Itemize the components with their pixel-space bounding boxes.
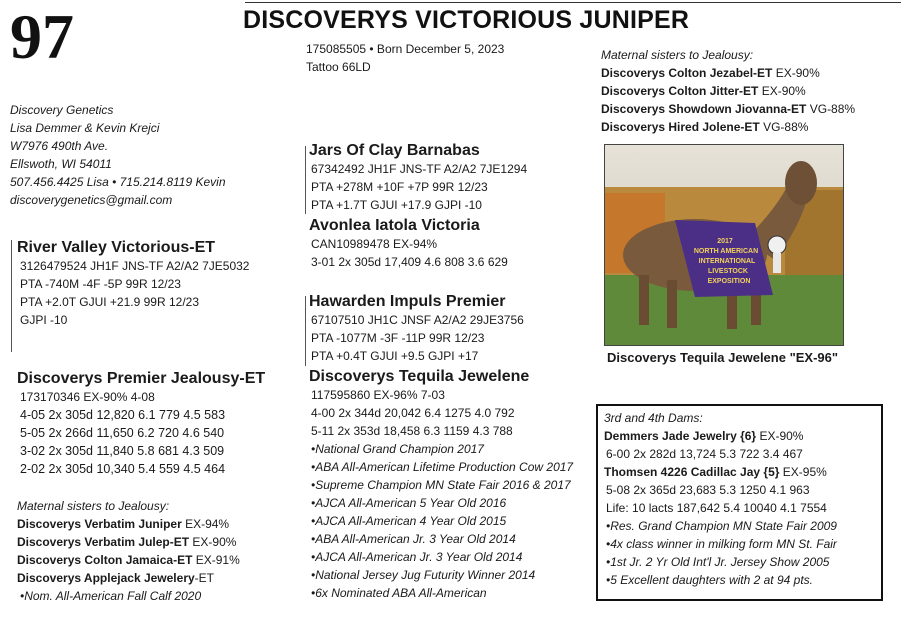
third-dam-line: 6-00 2x 282d 13,724 5.3 722 3.4 467 — [606, 447, 803, 461]
sister-score: EX-90% — [758, 84, 806, 98]
sire-sire-line: 67342492 JH1F JNS-TF A2/A2 7JE1294 — [311, 162, 528, 176]
sire-name: River Valley Victorious-ET — [17, 239, 216, 256]
owner-line: 507.456.4425 Lisa • 715.214.8119 Kevin — [10, 175, 226, 189]
rosette — [768, 236, 786, 254]
sire-dam-line: CAN10989478 EX-94% — [311, 237, 438, 251]
dam-sire-line: 67107510 JH1C JNSF A2/A2 29JE3756 — [311, 313, 524, 327]
maternal-sisters-right — [601, 46, 855, 136]
pedigree-bracket — [11, 240, 12, 352]
sister-name: Discoverys Showdown Jiovanna-ET — [601, 102, 807, 116]
sire-sire-line: PTA +278M +10F +7P 99R 12/23 — [311, 180, 488, 194]
box-honor-item: •4x class winner in milking form MN St. Fair — [606, 537, 837, 551]
dam-line: 4-05 2x 305d 12,820 6.1 779 4.5 583 — [20, 408, 226, 422]
honor-item: •National Grand Champion 2017 — [311, 442, 484, 456]
dam-line: 3-02 2x 305d 11,840 5.8 681 4.3 509 — [20, 444, 225, 458]
sire-dam-line: 3-01 2x 305d 17,409 4.6 808 3.6 629 — [311, 255, 508, 269]
dam-line: 5-05 2x 266d 11,650 6.2 720 4.6 540 — [20, 426, 225, 440]
blanket-text: EXPOSITION — [707, 278, 751, 285]
sire-sire-name: Jars Of Clay Barnabas — [309, 142, 480, 159]
dam-dam-line: 4-00 2x 344d 20,042 6.4 1275 4.0 792 — [311, 406, 515, 420]
cow-photo-illustration — [605, 145, 843, 345]
cow-leg — [667, 280, 677, 328]
top-rule — [245, 2, 901, 3]
sister-score: -ET — [194, 571, 215, 585]
pedigree-bracket — [305, 296, 306, 366]
lot-number: 97 — [10, 1, 74, 72]
sire-sire-block — [309, 141, 527, 214]
dam-dam-block — [309, 367, 573, 602]
owner-line: Lisa Demmer & Kevin Krejci — [10, 121, 160, 135]
dam-sire-line: PTA +0.4T GJUI +9.5 GJPI +17 — [311, 349, 479, 363]
rosette-ribbon — [773, 253, 781, 273]
sister-name: Discoverys Hired Jolene-ET — [601, 120, 760, 134]
maternal-sisters-left — [17, 497, 240, 605]
sister-name: Discoverys Verbatim Juniper — [17, 517, 182, 531]
dam-block — [17, 369, 265, 478]
honor-item: •AJCA All-American 5 Year Old 2016 — [311, 496, 507, 510]
third-fourth-dams-box — [596, 404, 883, 601]
sire-sire-line: PTA +1.7T GJUI +17.9 GJPI -10 — [311, 198, 482, 212]
honor-item: •6x Nominated ABA All-American — [311, 586, 487, 600]
dam-sire-block — [309, 292, 524, 365]
dams-box-heading: 3rd and 4th Dams: — [604, 411, 703, 425]
dam-name: Discoverys Premier Jealousy-ET — [17, 370, 266, 387]
dam-dam-line: 5-11 2x 353d 18,458 6.3 1159 4.3 788 — [311, 424, 513, 438]
owner-line: discoverygenetics@gmail.com — [10, 193, 173, 207]
sister-name: Discoverys Colton Jitter-ET — [601, 84, 759, 98]
sister-name: Discoverys Colton Jamaica-ET — [17, 553, 193, 567]
blanket-text: 2017 — [717, 238, 733, 245]
sister-score: EX-90% — [772, 66, 820, 80]
owner-block — [10, 101, 226, 209]
sire-line: GJPI -10 — [20, 313, 68, 327]
sister-name: Discoverys Applejack Jewelery — [17, 571, 195, 585]
sire-line: 3126479524 JH1F JNS-TF A2/A2 7JE5032 — [20, 259, 250, 273]
cow-leg — [639, 275, 649, 325]
fourth-dam-line: Life: 10 lacts 187,642 5.4 10040 4.1 7554 — [606, 501, 827, 515]
sire-block — [17, 238, 249, 329]
honor-item: •Supreme Champion MN State Fair 2016 & 2017 — [311, 478, 571, 492]
dam-dam-line: 117595860 EX-96% 7-03 — [311, 388, 445, 402]
fourth-dam-line: 5-08 2x 365d 23,683 5.3 1250 4.1 963 — [606, 483, 810, 497]
owner-line: W7976 490th Ave. — [10, 139, 109, 153]
owner-line: Discovery Genetics — [10, 103, 114, 117]
box-honor-item: •1st Jr. 2 Yr Old Int'l Jr. Jersey Show 2005 — [606, 555, 830, 569]
sister-score: EX-91% — [192, 553, 240, 567]
sister-name: Discoverys Verbatim Julep-ET — [17, 535, 190, 549]
blanket-text: INTERNATIONAL — [698, 258, 756, 265]
photo-caption: Discoverys Tequila Jewelene "EX-96" — [607, 350, 839, 365]
sister-score: EX-94% — [181, 517, 230, 531]
dam-dam-name: Discoverys Tequila Jewelene — [309, 368, 530, 385]
sire-line: PTA -740M -4F -5P 99R 12/23 — [20, 277, 181, 291]
sire-dam-name: Avonlea Iatola Victoria — [309, 217, 480, 234]
sister-note: •Nom. All-American Fall Calf 2020 — [20, 589, 202, 603]
honor-item: •AJCA All-American 4 Year Old 2015 — [311, 514, 507, 528]
dam-sire-name: Hawarden Impuls Premier — [309, 293, 506, 310]
dam-sire-line: PTA -1077M -3F -11P 99R 12/23 — [311, 331, 485, 345]
sister-score: EX-90% — [189, 535, 237, 549]
tattoo-line: Tattoo 66LD — [306, 60, 371, 74]
third-dam-name: Demmers Jade Jewelry {6} — [604, 429, 757, 443]
sisters-heading: Maternal sisters to Jealousy: — [601, 48, 754, 62]
fourth-dam-name: Thomsen 4226 Cadillac Jay {5} — [604, 465, 780, 479]
honor-item: •ABA All-American Lifetime Production Cow 2017 — [311, 460, 574, 474]
fourth-dam-score: EX-95% — [779, 465, 827, 479]
sire-dam-block — [309, 216, 508, 271]
honor-item: •ABA All-American Jr. 3 Year Old 2014 — [311, 532, 516, 546]
sister-score: VG-88% — [806, 102, 856, 116]
animal-title: DISCOVERYS VICTORIOUS JUNIPER — [243, 6, 690, 34]
sire-line: PTA +2.0T GJUI +21.9 99R 12/23 — [20, 295, 199, 309]
blanket-text: LIVESTOCK — [708, 268, 748, 275]
box-honor-item: •Res. Grand Champion MN State Fair 2009 — [606, 519, 837, 533]
dam-line: 173170346 EX-90% 4-08 — [20, 390, 155, 404]
cow-head — [785, 161, 817, 205]
sister-score: VG-88% — [759, 120, 809, 134]
cow-photo — [604, 144, 844, 346]
sisters-heading: Maternal sisters to Jealousy: — [17, 499, 170, 513]
third-dam-score: EX-90% — [756, 429, 804, 443]
honor-item: •AJCA All-American Jr. 3 Year Old 2014 — [311, 550, 523, 564]
sister-name: Discoverys Colton Jezabel-ET — [601, 66, 773, 80]
registration-line: 175085505 • Born December 5, 2023 — [306, 42, 505, 56]
blanket-text: NORTH AMERICAN — [693, 248, 759, 255]
pedigree-bracket — [305, 146, 306, 214]
owner-line: Ellswoth, WI 54011 — [10, 157, 112, 171]
honor-item: •National Jersey Jug Futurity Winner 2014 — [311, 568, 536, 582]
dam-line: 2-02 2x 305d 10,340 5.4 559 4.5 464 — [20, 462, 226, 476]
box-honor-item: •5 Excellent daughters with 2 at 94 pts. — [606, 573, 813, 587]
